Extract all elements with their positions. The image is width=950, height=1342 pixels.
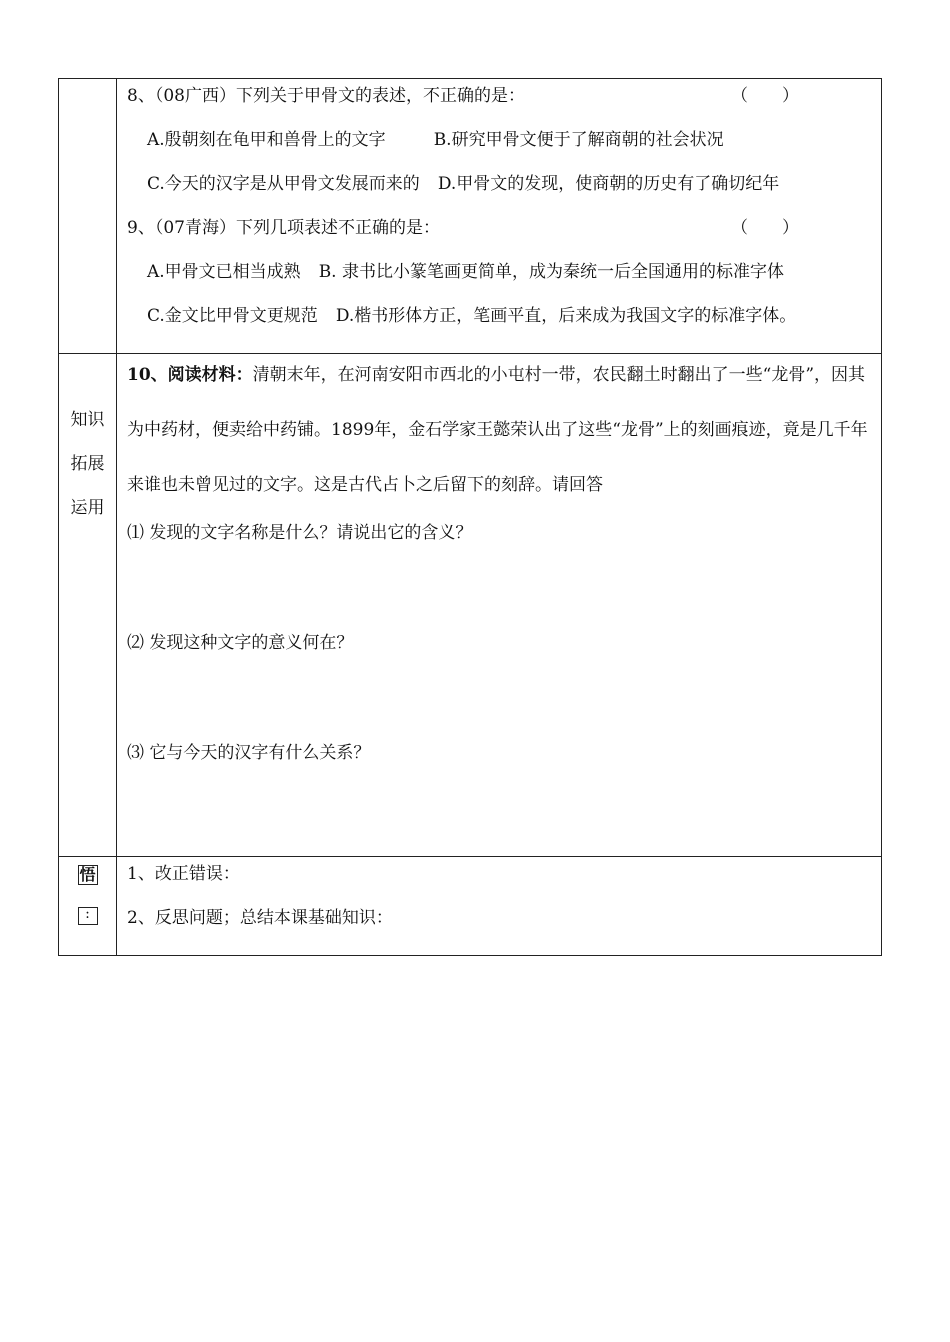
reading-heading: 10、阅读材料：: [127, 365, 253, 385]
extension-cell: [117, 354, 882, 857]
option-b: B.研究甲骨文便于了解商朝的社会状况: [433, 130, 724, 150]
sub-question-3: ⑶ 它与今天的汉字有什么关系？: [127, 743, 371, 763]
option-d: D.甲骨文的发现，使商朝的历史有了确切纪年: [437, 174, 780, 194]
option-d: D.楷书形体方正，笔画平直，后来成为我国文字的标准字体。: [335, 306, 797, 326]
sub-question-2: ⑵ 发现这种文字的意义何在？: [127, 633, 354, 653]
option-b: B. 隶书比小篆笔画更简单，成为秦统一后全国通用的标准字体: [318, 262, 784, 282]
question-9-stem: 9、（07青海）下列几项表述不正确的是：: [127, 218, 440, 238]
side-colon: :: [78, 907, 98, 925]
reflection-item-1: 1、改正错误：: [127, 864, 240, 884]
side-char-wu: 悟: [79, 865, 96, 884]
question-8-answer-blank[interactable]: （ ）: [731, 86, 799, 106]
side-label-line-1: 知识: [70, 410, 105, 430]
question-8-options-row-1: [127, 129, 875, 173]
option-c: C.金文比甲骨文更规范: [147, 306, 318, 326]
question-9-options-row-1: [127, 261, 875, 305]
option-a: A.殷朝刻在龟甲和兽骨上的文字: [147, 130, 386, 150]
option-c: C.今天的汉字是从甲骨文发展而来的: [147, 174, 420, 194]
sub-question-1: ⑴ 发现的文字名称是什么？请说出它的含义？: [127, 523, 473, 543]
multiple-choice-row: [59, 79, 882, 354]
question-8-options-row-2: [127, 173, 875, 217]
question-9-options-row-2: [127, 305, 875, 349]
reading-text: 清朝末年，在河南安阳市西北的小屯村一带，农民翻土时翻出了一些“龙骨”，因其为中药材，便卖给中药铺。1899年，金石学家王懿荣认出了这些“龙骨”上的刻画痕迹，竟是几千年来谁也未曾见过的文字。这是古代占卜之后留下的刻辞。请回答: [127, 365, 868, 495]
reading-material: [127, 348, 871, 513]
side-label-line-2: 拓展: [70, 454, 105, 474]
reflection-side-label: [59, 857, 117, 956]
question-9-answer-blank[interactable]: （ ）: [731, 218, 799, 238]
extension-row: [59, 354, 882, 857]
blank-side-cell: [59, 79, 117, 354]
question-8-stem: 8、（08广西）下列关于甲骨文的表述，不正确的是：: [127, 86, 525, 106]
question-9: [127, 217, 875, 261]
multiple-choice-cell: [117, 79, 882, 354]
question-8: [127, 85, 875, 129]
option-a: A.甲骨文已相当成熟: [147, 262, 301, 282]
side-label-line-3: 运用: [70, 498, 105, 518]
reflection-cell: [117, 857, 882, 956]
extension-side-label: [59, 354, 117, 857]
worksheet-table: [58, 78, 882, 956]
reflection-row: [59, 857, 882, 956]
reflection-item-2: 2、反思问题；总结本课基础知识：: [127, 908, 393, 928]
